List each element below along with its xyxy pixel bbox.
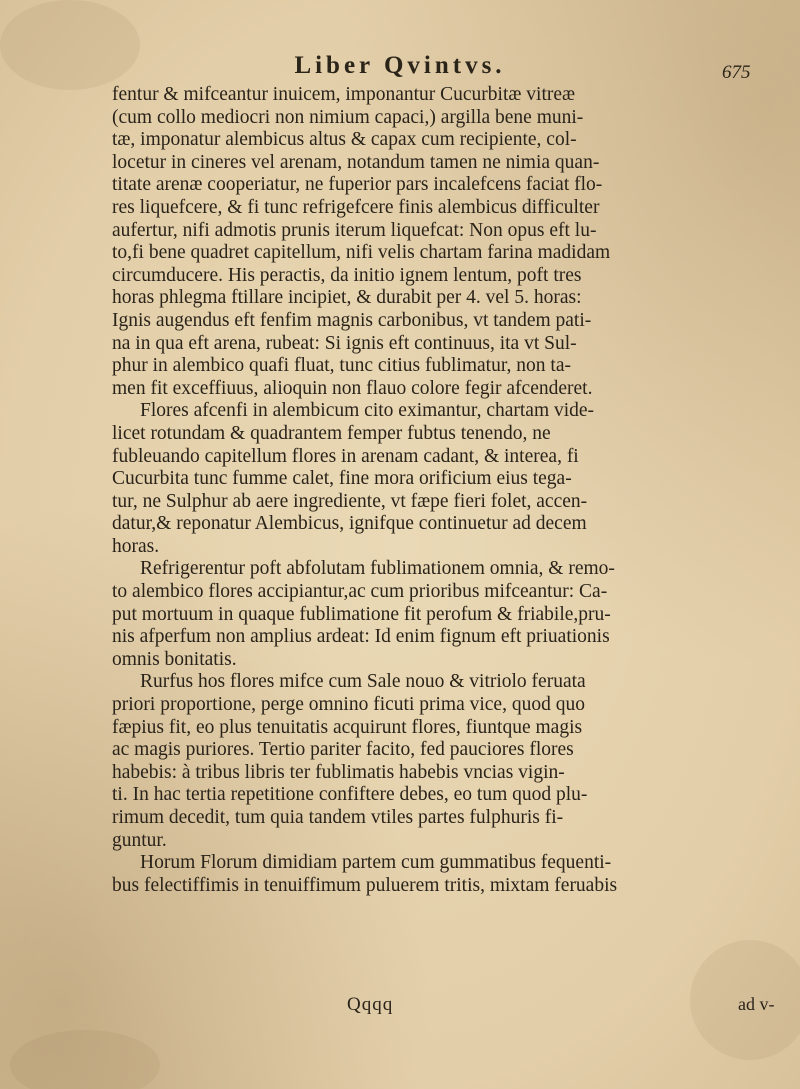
text-line: omnis bonitatis. bbox=[112, 648, 237, 670]
running-head: Liber Qvintvs. bbox=[294, 52, 506, 79]
text-line: horas phlegma ftillare incipiet, & durabit per 4. vel 5. horas: bbox=[112, 287, 582, 309]
text-line: aufertur, nifi admotis prunis iterum liquefcat: Non opus eft lu- bbox=[112, 219, 597, 241]
text-line: Cucurbita tunc fumme calet, fine mora orificium eius tega- bbox=[112, 468, 572, 490]
text-line: (cum collo mediocri non nimium capaci,) argilla bene muni- bbox=[112, 106, 584, 128]
text-line: put mortuum in quaque fublimatione fit perofum & friabile,pru- bbox=[112, 603, 611, 625]
text-line: rimum decedit, tum quia tandem vtiles partes fulphuris fi- bbox=[112, 807, 564, 828]
text-line: tur, ne Sulphur ab aere ingrediente, vt fæpe fieri folet, accen- bbox=[112, 490, 588, 512]
text-line: to,fi bene quadret capitellum, nifi velis chartam farina madidam bbox=[112, 242, 611, 264]
text-line: priori proportione, perge omnino ficuti prima vice, quod quo bbox=[112, 694, 585, 716]
text-line: habebis: à tribus libris ter fublimatis habebis vncias vigin- bbox=[112, 761, 565, 783]
text-line: titate arenæ cooperiatur, ne fuperior pars incalefcens faciat flo- bbox=[112, 174, 603, 196]
text-line: fæpius fit, eo plus tenuitatis acquirunt flores, fiuntque magis bbox=[112, 716, 583, 738]
text-line: men fit exceffiuus, alioquin non flauo colore fegir afcenderet. bbox=[112, 377, 593, 399]
text-line: horas. bbox=[112, 535, 160, 557]
signature-mark: Qqqq bbox=[347, 994, 394, 1015]
text-line: fentur & mifceantur inuicem, imponantur Cucurbitæ vitreæ bbox=[112, 84, 576, 105]
text-line: ac magis puriores. Tertio pariter facito, fed pauciores flores bbox=[112, 739, 574, 761]
text-line: datur,& reponatur Alembicus, ignifque continuetur ad decem bbox=[112, 513, 587, 535]
text-line: circumducere. His peractis, da initio ignem lentum, poft tres bbox=[112, 264, 582, 286]
text-line: phur in alembico quafi fluat, tunc citius fublimatur, non ta- bbox=[112, 355, 571, 377]
text-line: locetur in cineres vel arenam, notandum tamen ne nimia quan- bbox=[112, 151, 600, 173]
text-line: bus felectiffimis in tenuiffimum puluerem tritis, mixtam feruabis bbox=[112, 874, 618, 896]
text-line: licet rotundam & quadrantem femper fubtus tenendo, ne bbox=[112, 422, 551, 444]
text-line: res liquefcere, & fi tunc refrigefcere finis alembicus difficulter bbox=[112, 196, 600, 218]
body-text bbox=[112, 84, 788, 897]
paragraph-start-line: Flores afcenfi in alembicum cito eximantur, chartam vide- bbox=[140, 400, 595, 422]
text-line: Ignis augendus eft fenfim magnis carbonibus, vt tandem pati- bbox=[112, 309, 592, 331]
text-line: guntur. bbox=[112, 829, 167, 851]
catchword: ad v- bbox=[738, 994, 775, 1014]
paragraph-start-line: Refrigerentur poft abfolutam fublimationem omnia, & remo- bbox=[140, 558, 615, 580]
text-line: fubleuando capitellum flores in arenam cadant, & interea, fi bbox=[112, 445, 579, 467]
page-number: 675 bbox=[722, 62, 751, 83]
text-line: na in qua eft arena, rubeat: Si ignis eft continuus, ita vt Sul- bbox=[112, 332, 577, 354]
paragraph-start-line: Horum Florum dimidiam partem cum gummatibus fequenti- bbox=[140, 852, 612, 874]
text-line: ti. In hac tertia repetitione confiftere debes, eo tum quod plu- bbox=[112, 784, 588, 806]
paragraph-start-line: Rurfus hos flores mifce cum Sale nouo & vitriolo feruata bbox=[140, 671, 586, 693]
text-line: to alembico flores accipiantur,ac cum prioribus mifceantur: Ca- bbox=[112, 581, 608, 603]
text-line: nis afperfum non amplius ardeat: Id enim fignum eft priuationis bbox=[112, 626, 610, 648]
text-line: tæ, imponatur alembicus altus & capax cum recipiente, col- bbox=[112, 129, 577, 151]
paper-stain bbox=[10, 1030, 160, 1089]
